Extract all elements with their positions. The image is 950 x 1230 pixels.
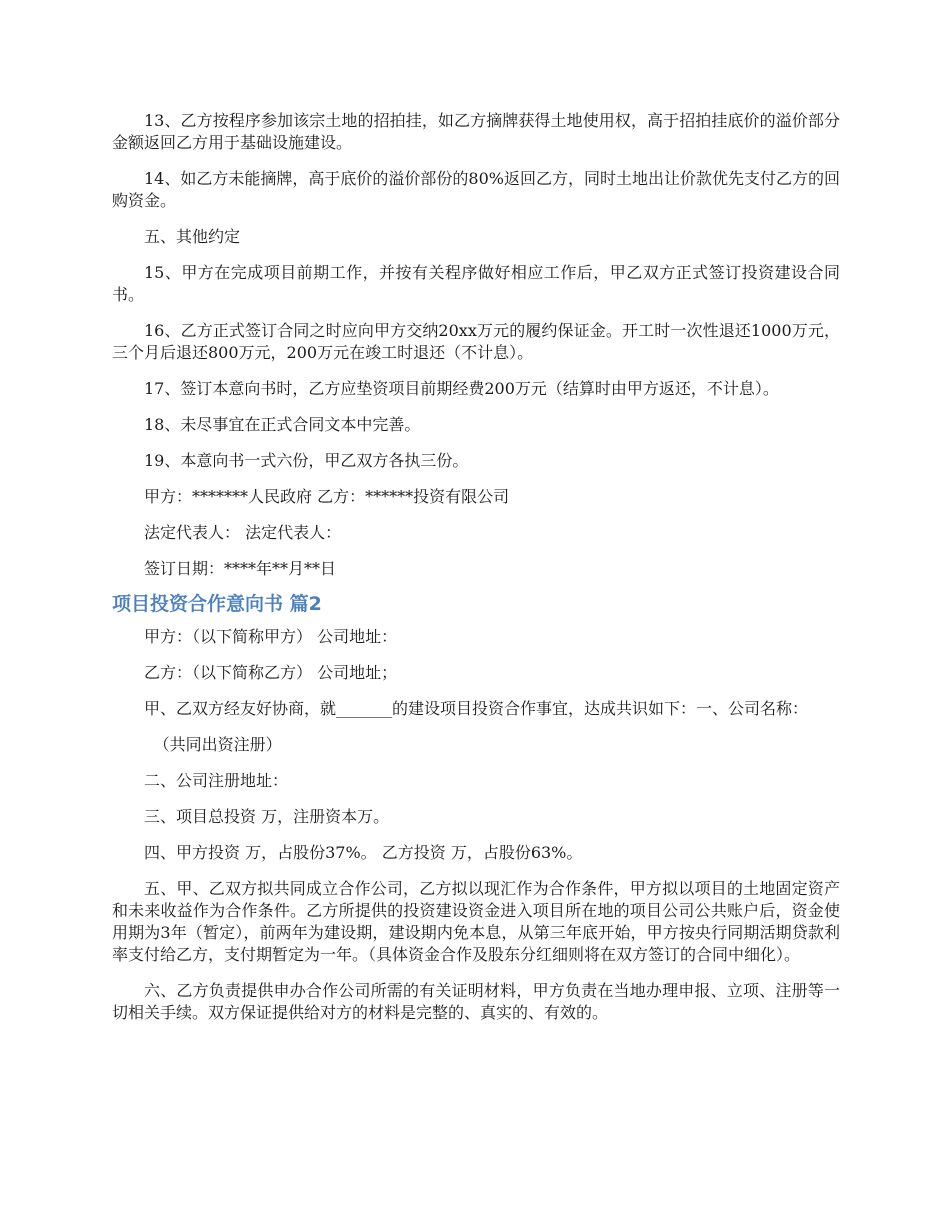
clause-17: 17、签订本意向书时，乙方应垫资项目前期经费200万元（结算时由甲方返还，不计息）。 [144, 379, 779, 398]
clause-16: 16、乙方正式签订合同之时应向甲方交纳20xx万元的履约保证金。开工时一次性退还1000万元，三个月后退还800万元，200万元在竣工时退还（不计息）。 [112, 321, 840, 362]
intro-paragraph: 甲、乙双方经友好协商，就_______的建设项目投资合作事宜，达成共识如下：一、公司名称： [144, 699, 809, 718]
legal-representatives: 法定代表人： 法定代表人： [144, 523, 342, 542]
clause-18: 18、未尽事宜在正式合同文本中完善。 [144, 415, 421, 434]
section-five-title: 五、其他约定 [144, 227, 241, 246]
clause-19: 19、本意向书一式六份，甲乙双方各执三份。 [144, 451, 469, 470]
registered-address: 二、公司注册地址： [144, 771, 289, 790]
signing-date: 签订日期：****年**月**日 [144, 559, 337, 578]
signing-parties: 甲方：*******人民政府 乙方：******投资有限公司 [144, 487, 510, 506]
party-b-line: 乙方：（以下简称乙方） 公司地址； [144, 663, 398, 682]
clause-15: 15、甲方在完成项目前期工作，并按有关程序做好相应工作后，甲乙双方正式签订投资建设合同书。 [112, 263, 840, 304]
section-heading: 项目投资合作意向书 篇2 [112, 593, 322, 615]
party-a-line: 甲方：（以下简称甲方） 公司地址： [144, 627, 398, 646]
joint-registration: （共同出资注册） [153, 735, 282, 754]
responsibilities: 六、乙方负责提供申办合作公司所需的有关证明材料，甲方负责在当地办理申报、立项、注册等一切相关手续。双方保证提供给对方的材料是完整的、真实的、有效的。 [112, 981, 840, 1022]
cooperation-terms: 五、甲、乙双方拟共同成立合作公司，乙方拟以现汇作为合作条件，甲方拟以项目的土地固定资产和未来收益作为合作条件。乙方所提供的投资建设资金进入项目所在地的项目公司公共账户后，资金使用期为3年（暂定），前两年为建设期，建设期内免本息，从第三年底开始，甲方按央行同期活期贷款利率支付给乙方，支付期暂定为一年。（具体资金合作及股东分红细则将在双方签订的合同中细化）。 [112, 879, 840, 964]
shareholding: 四、甲方投资 万，占股份37%。 乙方投资 万，占股份63%。 [144, 843, 583, 862]
document-page [112, 108, 840, 1024]
clause-14: 14、如乙方未能摘牌，高于底价的溢价部份的80%返回乙方，同时土地出让价款优先支付乙方的回购资金。 [112, 169, 840, 210]
clause-13: 13、乙方按程序参加该宗土地的招拍挂，如乙方摘牌获得土地使用权，高于招拍挂底价的溢价部分金额返回乙方用于基础设施建设。 [112, 111, 840, 152]
total-investment: 三、项目总投资 万，注册资本万。 [144, 807, 390, 826]
